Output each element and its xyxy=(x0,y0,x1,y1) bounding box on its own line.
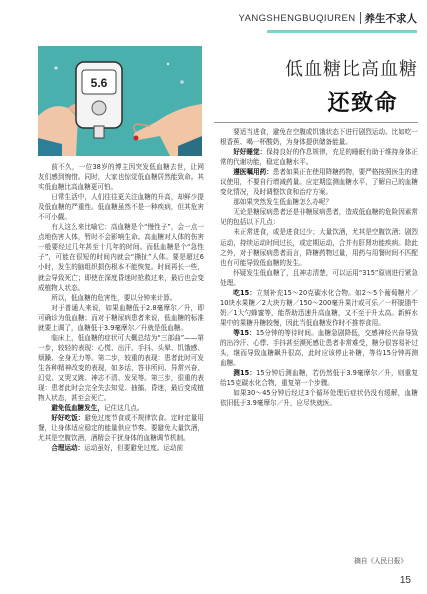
brand-header xyxy=(239,6,417,30)
glucose-meter-icon xyxy=(38,46,202,156)
paragraph: 无论是糖尿病患者还是非糖尿病患者，造成低血糖的危险因素常见的包括以下几点： xyxy=(220,208,418,227)
paragraph: 吃15：立刻补充15～20克碳水化合物。如2～5个葡萄糖片／10块水果糖／2大块方糖／150～200毫升果汁或可乐／一杯脱脂牛奶／1大勺蜂蜜等，能帮助迅速升高血糖，又不至于升太高。新鲜水果中的果糖升糖较慢，因此当低血糖发作时不推荐食用。 xyxy=(220,288,419,327)
paragraph: 怀疑发生低血糖了，且神志清楚，可以运用“315”原则进行紧急处理。 xyxy=(220,268,418,287)
paragraph: 避免低血糖发生，记住这几点。 xyxy=(51,404,144,413)
paragraph: 合理运动：运动虽好，但要避免过度。运动前 xyxy=(51,444,184,453)
paragraph: 等15：15分钟的等待时间。血糖急剧降低，交感神经兴奋导致的出冷汗、心悸、手抖甚至濒死感让患者非常难受，糖分很容易补过头，继而导致血糖飙升很高，此时应该停止补糖，等待15分钟再测血糖。 xyxy=(220,328,418,368)
article-right-column xyxy=(220,127,418,408)
source-attribution: 摘自《人民日报》 xyxy=(354,557,407,565)
paragraph: 未正常进食，或是进食过少；大量饮酒，尤其是空腹饮酒；剧烈运动，持续运动时间过长，或定期运动，合并有肝肾功能疾病。除此之外，对于糖尿病患者而言，降糖药物过量，用药与用餐时间不匹配也有可能导致低血糖的发生。 xyxy=(220,228,418,267)
paragraph: 好好吃饭：避免过度节食或不规律饮食。定时定量用餐，让身体适应稳定的能量供应节奏。要避免大量饮酒，尤其是空腹饮酒，酒精会干扰身体的血糖调节机制。 xyxy=(38,414,205,443)
paragraph: 对于普通人来说，如果血糖低于2.8毫摩尔／升，即可确诊为低血糖；而对于糖尿病患者来说，低血糖的标准就要上调了，血糖低于3.9毫摩尔／升就是低血糖。 xyxy=(38,303,204,332)
paragraph: 如果30～45分钟后经过3个循环处理后症状仍没有缓解，血糖依旧低于3.9毫摩尔／升，应尽快就医。 xyxy=(220,389,418,408)
title-rule xyxy=(214,122,418,123)
paragraph: 有人这么来比喻它：高血糖是个“慢性子”，会一点一点地伤害人体，暂时不会影响生命。高血糖对人体的伤害一般要经过几年甚至十几年的时间。而低血糖是个“急性子”，可能在很短的时间内就会“撕扯”人体。要是超过6小时，发生的脑组织损伤根本不能恢复。时间再长一些，就会导致死亡；即使在深度昏迷时抢救过来，最后也会变成植物人状态。 xyxy=(38,223,204,292)
brand-divider xyxy=(360,12,361,24)
meter-reading: 5.6 xyxy=(90,76,108,90)
article-title-line1: 低血糖比高血糖 xyxy=(285,59,418,80)
brand-chinese: 养生不求人 xyxy=(364,12,417,25)
paragraph: 好好睡觉：保持良好的作息规律，充足的睡眠有助于维持身体正常的代谢功能，稳定血糖水平。 xyxy=(220,148,419,167)
paragraph: 前不久，一位38岁的博主因突发低血糖去世，让网友们感到惋惜。同时，大家也惊觉低血糖居然能致命。其实低血糖比高血糖更可怕。 xyxy=(38,163,204,192)
page-number: 15 xyxy=(399,575,411,586)
paragraph: 临床上，低血糖的症状可大概总结为“三部曲”——第一步，较轻的表现：心慌、出汗、手抖、头晕、饥饿感、烦躁、全身无力等。第二步，较重的表现：患者此时可发生各种精神改变的表现，如多话、答非所问、异常兴奋、幻觉、又哭又跳、神志不清、发呆等。第三步，很重的表现：患者此时会完全失去知觉、抽搐、昏迷，最后变成植物人状态，甚至会死亡。 xyxy=(38,333,204,403)
paragraph: 日常生活中，人们往往更关注血糖的升高，却鲜少提及低血糖的严重性。低血糖虽然不是一种疾病，但其危害不可小觑。 xyxy=(38,193,204,222)
paragraph: 那如果突然发生低血糖怎么办呢？ xyxy=(233,198,333,207)
glucose-meter-illustration xyxy=(38,46,202,156)
article-title-line2: 还致命 xyxy=(327,90,398,116)
header-accent-rule xyxy=(267,30,417,33)
paragraph: 遵医嘱用药：患者如果正在使用降糖药物，要严格按照医生的建议使用，不要自行增减药量。应定期监测血糖水平，了解自己的血糖变化情况，及时调整饮食和治疗方案。 xyxy=(220,168,419,197)
paragraph: 所以，低血糖的危害性，要以分钟来计算。 xyxy=(51,293,177,302)
paragraph: 测15：15分钟后测血糖，若仍然低于3.9毫摩尔／升，则重复给15克碳水化合物，重复第一个步骤。 xyxy=(220,369,418,388)
article-left-column xyxy=(38,162,204,453)
brand-english: YANGSHENGBUQIUREN xyxy=(238,12,356,24)
paragraph: 要适当进食，避免在空腹或饥饿状态下进行剧烈运动。比如吃一根香蕉、喝一杯酸奶，为身体提供储备能量。 xyxy=(220,128,418,147)
